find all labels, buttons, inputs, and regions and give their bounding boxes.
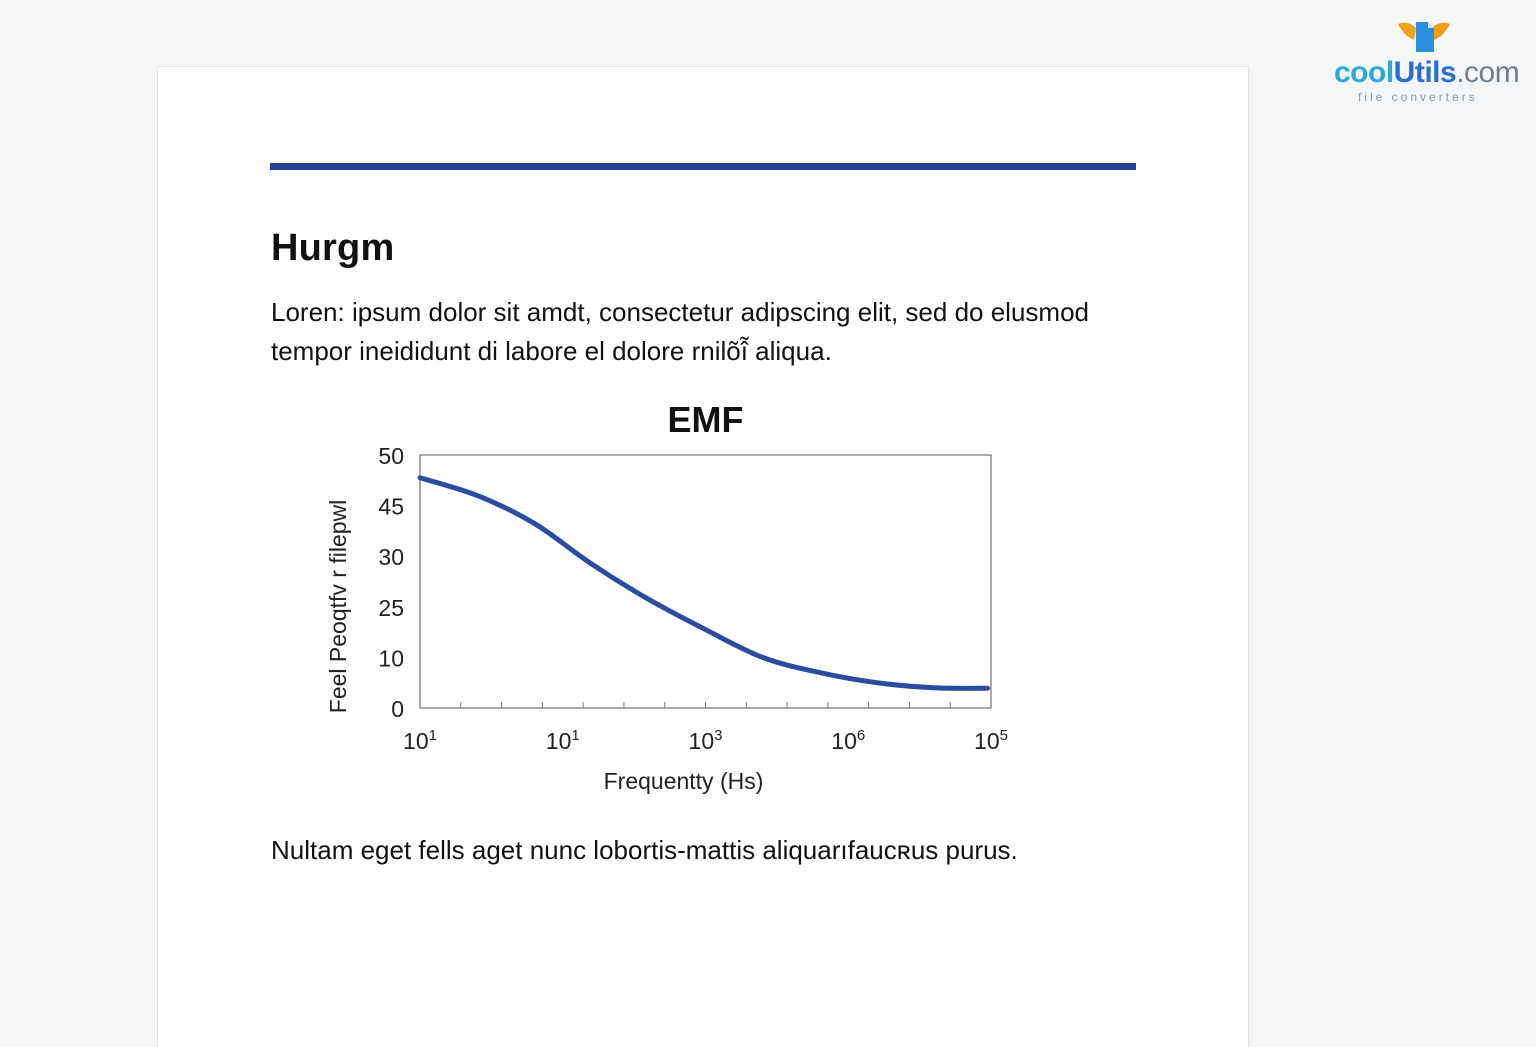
logo-part-utils: Utils: [1393, 56, 1457, 89]
intro-paragraph: [271, 293, 1171, 371]
y-axis-label: Feel Peoqtfv r filepwl: [325, 499, 351, 714]
y-tick-label: 30: [378, 544, 404, 571]
logo-wordmark: [1334, 56, 1519, 90]
logo-part-cool: cool: [1334, 56, 1394, 89]
emf-chart: [325, 397, 1058, 817]
plot-frame: [420, 455, 991, 708]
x-tick-label: $10^1$: [403, 727, 437, 754]
header-rule: [270, 163, 1136, 170]
coolutils-logo[interactable]: [1334, 18, 1524, 106]
chart-title: EMF: [667, 399, 744, 440]
x-tick-label: $10^5$: [974, 727, 1008, 754]
x-tick-label: $10^3$: [688, 727, 723, 754]
paragraph-line: tempor ineididunt di labore el dolore rnilõî̃ aliqua.: [271, 336, 832, 366]
x-axis-label: Frequentty (Hs): [603, 768, 764, 794]
logo-tagline: file converters: [1358, 90, 1478, 104]
document-page: [158, 67, 1248, 1047]
x-tick-label: $10^1$: [545, 727, 580, 754]
document-heading: Hurgm: [271, 227, 395, 269]
paragraph-line: Loren: ipsum dolor sit amdt, consectetur adipscing elit, sed do elusmod: [271, 297, 1089, 327]
y-tick-label: 50: [378, 443, 404, 469]
x-tick-label: $10^6$: [831, 727, 866, 754]
y-tick-label: 45: [378, 493, 404, 520]
y-tick-label: 0: [391, 696, 404, 722]
y-tick-label: 10: [378, 645, 404, 672]
y-tick-label: 25: [378, 594, 404, 621]
footer-paragraph: Nultam eget fells aget nunc lobortis-mattis aliquarıfaucʀus purus.: [271, 835, 1018, 865]
chart-svg: [325, 397, 1058, 817]
logo-part-com: .com: [1456, 56, 1520, 89]
winged-document-icon: [1394, 18, 1454, 58]
